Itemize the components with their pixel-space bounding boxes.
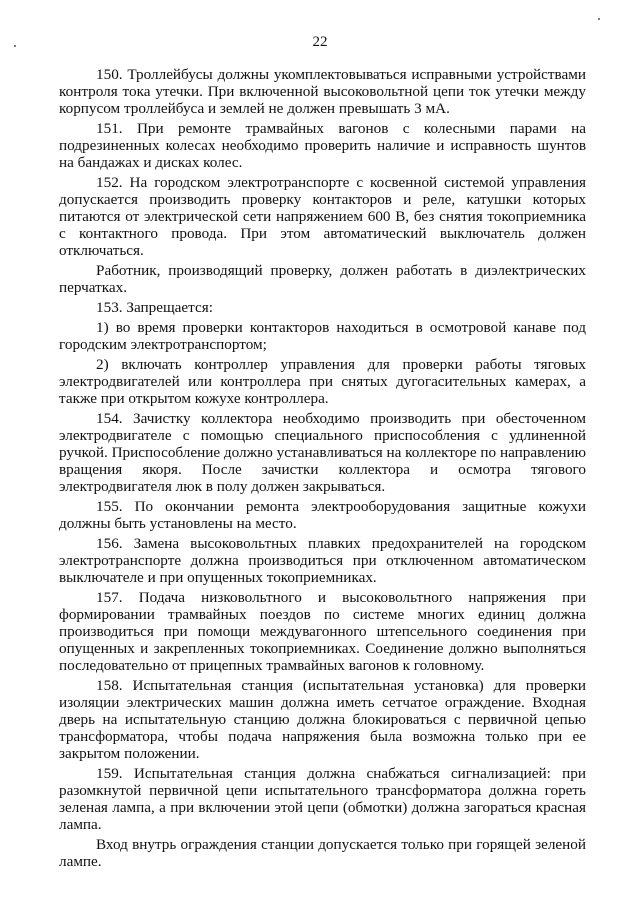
paragraph-157: 157. Подача низковольтного и высоковольтного напряжения при формировании трамвайных поездов по системе многих единиц должна производиться при помощи междувагонного штепсельного соединения при опущенных и закрепленных токоприемниках. Соединение должно выполняться последовательно от прицепных трамвайных вагонов к головному. xyxy=(59,589,586,674)
paragraph-152-note: Работник, производящий проверку, должен работать в диэлектрических перчатках. xyxy=(59,262,586,296)
paragraph-151: 151. При ремонте трамвайных вагонов с колесными парами на подрезиненных колесах необходимо проверить наличие и исправность шунтов на бандажах и дисках колес. xyxy=(59,120,586,171)
paragraph-156: 156. Замена высоковольтных плавких предохранителей на городском электротранспорте должна производиться при отключенном автоматическом выключателе и при опущенных токоприемниках. xyxy=(59,535,586,586)
paragraph-150: 150. Троллейбусы должны укомплектовываться исправными устройствами контроля тока утечки. При включенной высоковольтной цепи ток утечки между корпусом троллейбуса и землей не должен превышать 3 мА. xyxy=(59,66,586,117)
document-body xyxy=(59,66,586,873)
paragraph-154: 154. Зачистку коллектора необходимо производить при обесточенном электродвигателе с помощью специального приспособления с удлиненной ручкой. Приспособление должно устанавливаться на коллекторе по направлению вращения якоря. После зачистки коллектора и осмотра тягового электродвигателя люк в полу должен закрываться. xyxy=(59,410,586,495)
paragraph-153-item-1: 1) во время проверки контакторов находиться в осмотровой канаве под городским электротранспортом; xyxy=(59,319,586,353)
paragraph-152: 152. На городском электротранспорте с косвенной системой управления допускается производить проверку контакторов и реле, катушки которых питаются от электрической сети напряжением 600 В, без снятия токоприемника с контактного провода. При этом автоматический выключатель должен отключаться. xyxy=(59,174,586,259)
paragraph-155: 155. По окончании ремонта электрооборудования защитные кожухи должны быть установлены на место. xyxy=(59,498,586,532)
page-number: 22 xyxy=(312,34,328,50)
scan-speck xyxy=(598,18,600,20)
paragraph-158: 158. Испытательная станция (испытательная установка) для проверки изоляции электрических машин должна иметь сетчатое ограждение. Входная дверь на испытательную станцию должна блокироваться с первичной цепью трансформатора, чтобы подача напряжения была возможна только при ее закрытом положении. xyxy=(59,677,586,762)
paragraph-159: 159. Испытательная станция должна снабжаться сигнализацией: при разомкнутой первичной цепи испытательного трансформатора должна гореть зеленая лампа, а при включении этой цепи (обмотки) должна загораться красная лампа. xyxy=(59,765,586,833)
paragraph-153: 153. Запрещается: xyxy=(96,299,213,316)
paragraph-153-item-2: 2) включать контроллер управления для проверки работы тяговых электродвигателей или контроллера при снятых дугогасительных камерах, а также при открытом кожухе контроллера. xyxy=(59,356,586,407)
paragraph-159-note: Вход внутрь ограждения станции допускается только при горящей зеленой лампе. xyxy=(59,836,586,870)
